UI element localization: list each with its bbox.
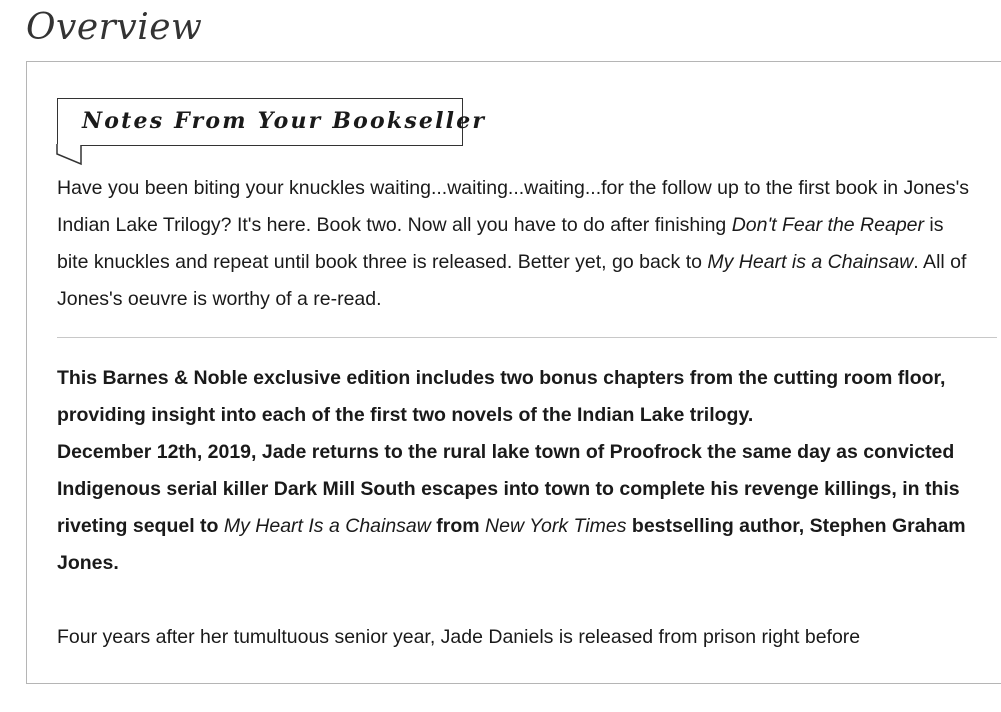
synopsis-text-part: from	[430, 515, 486, 537]
exclusive-edition-line: This Barnes & Noble exclusive edition includes two bonus chapters from the cutting room floor, providing insight into each of the first two novels of the Indian Lake trilogy.	[57, 367, 946, 426]
bookseller-notes-header	[57, 98, 487, 146]
overview-heading: Overview	[26, 7, 203, 48]
section-divider	[57, 337, 997, 338]
note-text-part: . All of Jones's oeuvre is worthy of a re-read.	[57, 251, 967, 310]
book-synopsis-teaser	[57, 434, 987, 582]
synopsis-text-part: bestselling author, Stephen Graham Jones.	[57, 515, 966, 574]
book-summary-text: Four years after her tumultuous senior year, Jade Daniels is released from prison right before	[57, 626, 861, 648]
book-title-my-heart-is-a-chainsaw: My Heart Is a Chainsaw	[223, 515, 431, 537]
note-text-part: is bite knuckles and repeat until book three is released. Better yet, go back to	[57, 214, 944, 273]
book-title-dont-fear-the-reaper: Don't Fear the Reaper	[731, 214, 925, 236]
speech-bubble-tail-icon	[57, 144, 85, 164]
book-title-my-heart-is-a-chainsaw: My Heart is a Chainsaw	[707, 251, 914, 273]
exclusive-edition-description	[57, 360, 987, 582]
note-text-part: Have you been biting your knuckles waiting...waiting...waiting...for the follow up to the first book in Jones's Indian Lake Trilogy? It's here. Book two. Now all you have to do after finishing	[57, 177, 970, 236]
bookseller-notes-label: Notes From Your Bookseller	[82, 108, 487, 134]
synopsis-text-part: December 12th, 2019, Jade returns to the rural lake town of Proofrock the same day as convicted Indigenous serial killer Dark Mill South escapes into town to complete his revenge killings, in this riveting sequel to	[57, 441, 960, 537]
publication-name-nyt: New York Times	[485, 515, 627, 537]
bookseller-note-text	[57, 170, 977, 318]
overview-panel	[26, 61, 1001, 684]
